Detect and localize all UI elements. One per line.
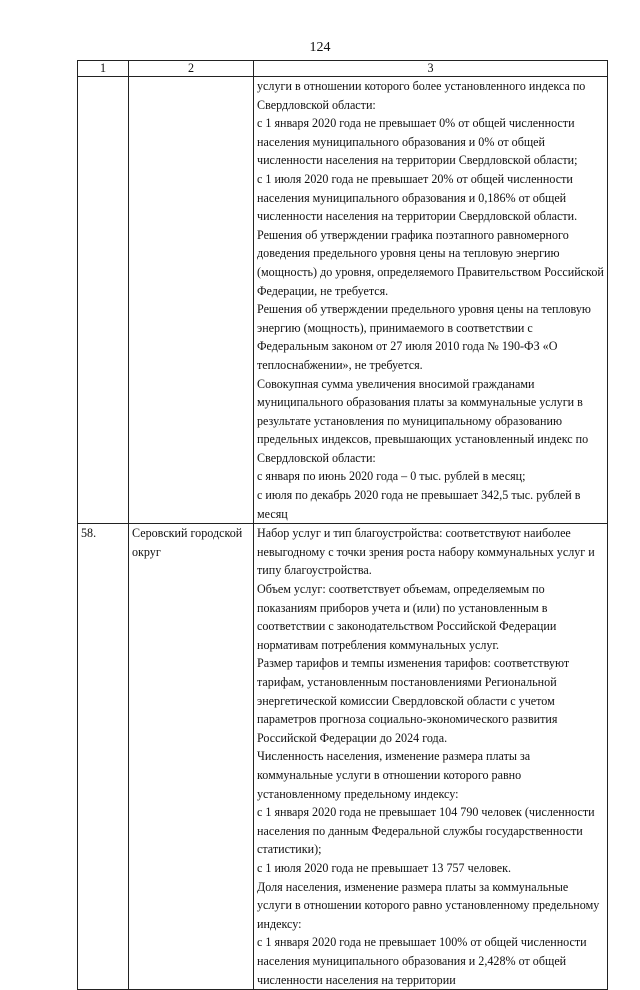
paragraph: Решения об утверждении графика поэтапного равномерного доведения предельного уровня цены на тепловую энергию (мощность) до уровня, определяемого Правительством Российской Федерации, не требуется. [257, 227, 604, 298]
paragraph: Размер тарифов и темпы изменения тарифов: соответствуют тарифам, установленным постановлениями Региональной энергетической комиссии Свердловской области с учетом параметров прогноза социально-экономического развития Российской Федерации до 2024 года. [257, 656, 570, 745]
paragraph: Решения об утверждении предельного уровня цены на тепловую энергию (мощность), принимаемого в соответствии с Федеральным законом от 27 июля 2010 года № 190-ФЗ «О теплоснабжении», не требуется. [257, 302, 591, 372]
paragraph: с 1 января 2020 года не превышает 0% от общей численности населения муниципального образования и 0% от общей численности населения на территории Свердловской области; [257, 116, 578, 168]
paragraph: Набор услуг и тип благоустройства: соответствуют наиболее невыгодному с точки зрения роста набору коммунальных услуг и типу благоустройства. [257, 526, 595, 578]
municipality-name [129, 77, 254, 524]
document-table [77, 60, 608, 990]
row-description [254, 524, 608, 990]
table-header-row [78, 61, 608, 77]
paragraph: услуги в отношении которого более установленного индекса по Свердловской области: [257, 79, 586, 112]
paragraph: с 1 января 2020 года не превышает 100% от общей численности населения муниципального образования и 2,428% от общей численности населения на территории [257, 935, 587, 987]
column-header: 2 [129, 61, 254, 77]
paragraph: с 1 января 2020 года не превышает 104 790 человек (численности населения по данным Федеральной службы государственности статистики); [257, 805, 595, 857]
paragraph: Совокупная сумма увеличения вносимой гражданами муниципального образования платы за коммунальные услуги в результате установления по муниципальному образованию предельных индексов, превышающих установленный индекс по Свердловской области: [257, 376, 589, 465]
page-number: 124 [309, 40, 331, 55]
paragraph: Доля населения, изменение размера платы за коммунальные услуги в отношении которого равно установленному предельному индексу: [257, 879, 600, 931]
table-row [78, 524, 608, 990]
paragraph: с января по июнь 2020 года – 0 тыс. рублей в месяц; [257, 469, 526, 484]
row-description [254, 77, 608, 524]
column-header: 1 [78, 61, 129, 77]
municipality-name: Серовский городской округ [129, 524, 254, 990]
row-number [78, 77, 129, 524]
table-row [78, 77, 608, 524]
paragraph: с 1 июля 2020 года не превышает 20% от общей численности населения муниципального образования и 0,186% от общей численности населения на территории Свердловской области. [257, 171, 578, 224]
paragraph: Численность населения, изменение размера платы за коммунальные услуги в отношении которого равно установленному предельному индексу: [257, 749, 531, 801]
column-header: 3 [254, 61, 608, 77]
paragraph: с 1 июля 2020 года не превышает 13 757 человек. [257, 860, 512, 875]
paragraph: Объем услуг: соответствует объемам, определяемым по показаниям приборов учета и (или) по установленным в соответствии с законодательством Российской Федерации нормативам потребления коммунальных услуг. [257, 582, 557, 652]
paragraph: с июля по декабрь 2020 года не превышает 342,5 тыс. рублей в месяц [257, 488, 581, 521]
row-number: 58. [78, 524, 129, 990]
